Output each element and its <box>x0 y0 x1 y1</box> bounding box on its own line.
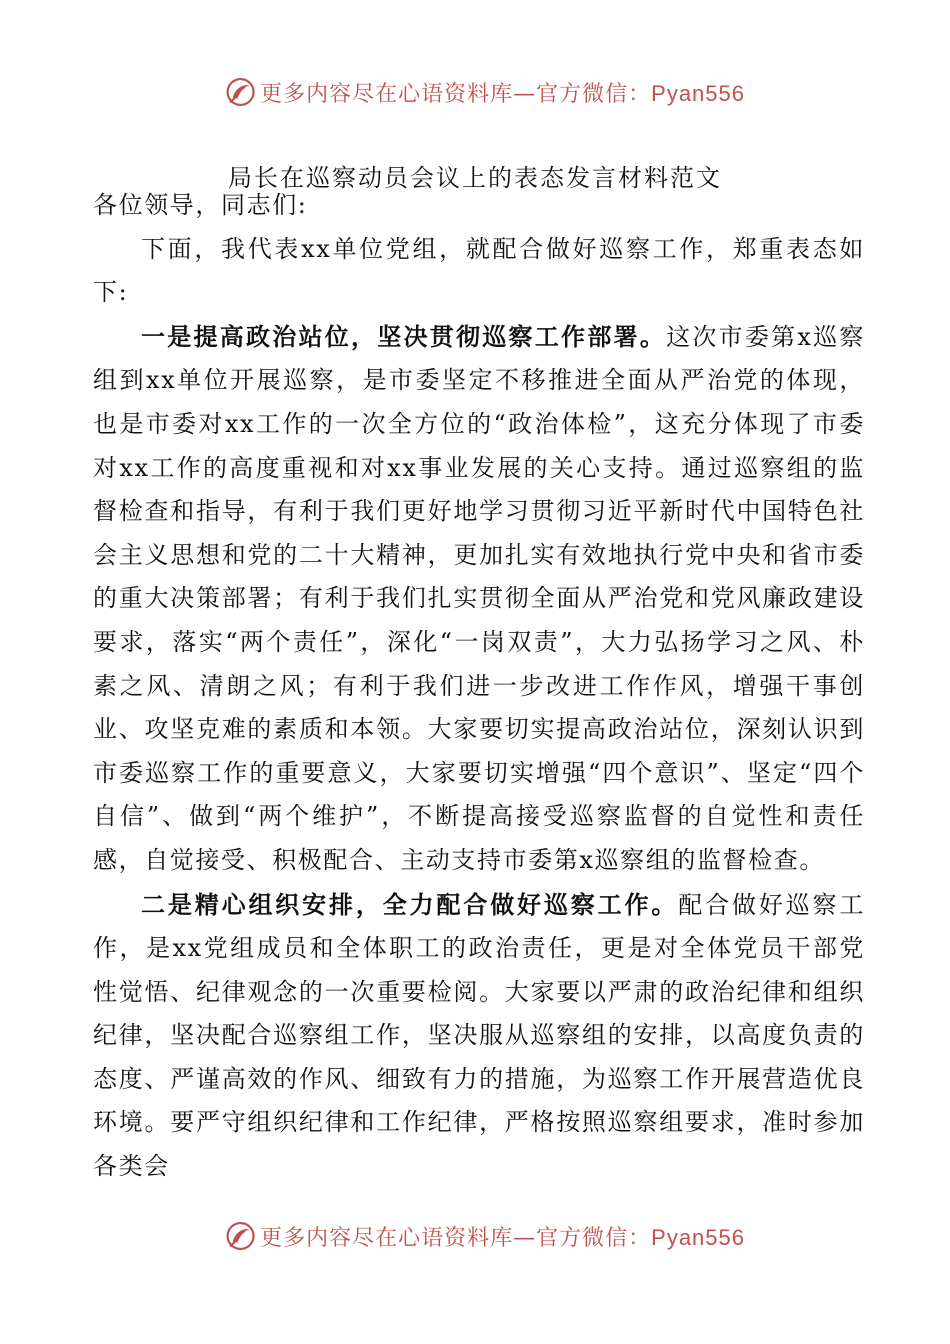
section-1-heading: 一是提高政治站位，坚决贯彻巡察工作部署。 <box>141 321 667 351</box>
wechat-id: Pyan556 <box>651 1224 745 1250</box>
watermark-banner-bottom <box>225 1216 745 1256</box>
watermark-banner-top <box>225 72 745 112</box>
logo-icon <box>225 1218 256 1254</box>
intro-paragraph: 下面，我代表xx单位党组，就配合做好巡察工作，郑重表态如下: <box>93 234 865 307</box>
watermark-text: 更多内容尽在心语资料库—官方微信：Pyan556 <box>260 1224 745 1251</box>
section-2-heading: 二是精心组织安排，全力配合做好巡察工作。 <box>141 889 679 919</box>
section-1-paragraph <box>93 315 865 883</box>
logo-icon <box>225 74 256 110</box>
document-title: 局长在巡察动员会议上的表态发言材料范文 <box>228 164 722 192</box>
section-1-body: 这次市委第x巡察组到xx单位开展巡察，是市委坚定不移推进全面从严治党的体现，也是市委对xx工作的一次全方位的“政治体检”，这充分体现了市委对xx工作的高度重视和对xx事业发展的关心支持。通过巡察组的监督检查和指导，有利于我们更好地学习贯彻习近平新时代中国特色社会主义思想和党的二十大精神，更加扎实有效地执行党中央和省市委的重大决策部署；有利于我们扎实贯彻全面从严治党和党风廉政建设要求，落实“两个责任”，深化“一岗双责”，大力弘扬学习之风、朴素之风、清朗之风；有利于我们进一步改进工作作风，增强干事创业、攻坚克难的素质和本领。大家要切实提高政治站位，深刻认识到市委巡察工作的重要意义，大家要切实增强“四个意识”、坚定“四个自信”、做到“两个维护”，不断提高接受巡察监督的自觉性和责任感，自觉接受、积极配合、主动支持市委第x巡察组的监督检查。 <box>93 322 865 874</box>
document-body <box>93 184 865 1189</box>
section-2-paragraph <box>93 883 865 1189</box>
section-2-body: 配合做好巡察工作，是xx党组成员和全体职工的政治责任，更是对全体党员干部党性觉悟、纪律观念的一次重要检阅。大家要以严肃的政治纪律和组织纪律，坚决配合巡察组工作，坚决服从巡察组的安排，以高度负责的态度、严谨高效的作风、细致有力的措施，为巡察工作开展营造优良环境。要严守组织纪律和工作纪律，严格按照巡察组要求，准时参加各类会 <box>93 890 866 1181</box>
watermark-text: 更多内容尽在心语资料库—官方微信：Pyan556 <box>260 80 745 107</box>
salutation: 各位领导，同志们: <box>93 191 308 219</box>
wechat-id: Pyan556 <box>651 80 745 106</box>
